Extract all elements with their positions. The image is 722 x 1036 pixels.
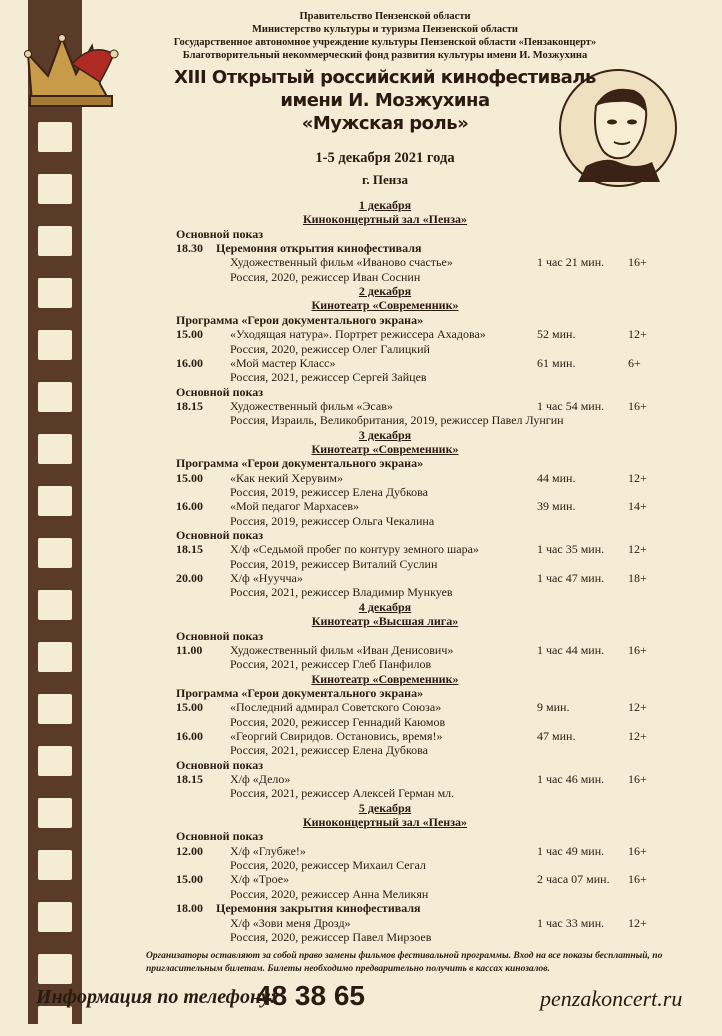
program-heading: Основной показ xyxy=(176,829,264,844)
film-duration: 39 мин. xyxy=(537,499,576,514)
day-heading: 1 декабря xyxy=(358,198,412,212)
film-credit: Россия, 2021, режиссер Владимир Мункуев xyxy=(230,585,453,600)
organizer-line-1: Правительство Пензенской области xyxy=(299,11,471,22)
day-heading: 3 декабря xyxy=(358,427,412,442)
program-heading: Основной показ xyxy=(176,384,264,399)
film-title: «Как некий Херувим» xyxy=(230,470,343,485)
film-title: Х/ф «Глубже!» xyxy=(230,843,306,858)
phone-label: Информация по телефону: xyxy=(36,986,277,1008)
film-credit: Россия, 2021, режиссер Сергей Зайцев xyxy=(230,370,427,385)
day-heading: Кинотеатр «Высшая лига» xyxy=(311,614,459,629)
show-time: 16.00 xyxy=(176,355,203,370)
film-duration: 1 час 35 мин. xyxy=(537,542,605,557)
festival-title-line-3: «Мужская роль» xyxy=(301,113,469,134)
film-credit: Россия, 2021, режиссер Елена Дубкова xyxy=(230,743,429,758)
show-time: 18.15 xyxy=(176,398,203,413)
age-rating: 16+ xyxy=(628,772,647,786)
show-time: 18.00 xyxy=(176,901,203,916)
ceremony-title: Церемония открытия кинофестиваля xyxy=(216,241,422,256)
film-credit: Россия, 2020, режиссер Олег Галицкий xyxy=(230,341,430,356)
organizer-note: Организаторы оставляют за собой право замены фильмов фестивальной программы. Вход на все показы бесплатный, по пригласительным билетам. Билеты необходимо предварительно получить в кассах кинозалов. xyxy=(146,951,663,974)
film-duration: 1 час 21 мин. xyxy=(537,255,605,270)
website-link[interactable]: penzakoncert.ru xyxy=(540,986,683,1011)
film-duration: 1 час 33 мин. xyxy=(537,915,605,930)
film-title: Х/ф «Дело» xyxy=(230,772,291,786)
film-credit: Россия, 2020, режиссер Павел Мирзоев xyxy=(230,929,432,944)
festival-city: г. Пенза xyxy=(361,172,409,187)
film-credit: Россия, 2021, режиссер Глеб Панфилов xyxy=(230,657,432,672)
film-duration: 1 час 47 мин. xyxy=(537,571,605,586)
program-heading: Основной показ xyxy=(176,757,264,772)
film-credit: Россия, 2020, режиссер Михаил Сегал xyxy=(230,858,426,873)
show-time: 15.00 xyxy=(176,700,203,715)
film-title: «Последний адмирал Советского Союза» xyxy=(230,700,442,715)
age-rating: 16+ xyxy=(628,398,647,413)
age-rating: 6+ xyxy=(628,355,641,370)
show-time: 16.00 xyxy=(176,499,203,514)
film-credit: Россия, 2019, режиссер Ольга Чекалина xyxy=(230,513,435,528)
organizer-line-3: Государственное автономное учреждение культуры Пензенской области «Пензаконцерт» xyxy=(173,37,597,48)
show-time: 15.00 xyxy=(176,470,203,485)
show-time: 16.00 xyxy=(176,728,203,743)
film-duration: 1 час 44 мин. xyxy=(537,642,605,657)
ceremony-title: Церемония закрытия кинофестиваля xyxy=(216,901,421,916)
program-heading: Основной показ xyxy=(176,226,264,241)
day-heading: 5 декабря xyxy=(358,800,412,815)
organizer-line-4: Благотворительный некоммерческий фонд развития культуры имени И. Мозжухина xyxy=(182,50,588,61)
film-credit: Россия, 2020, режиссер Анна Меликян xyxy=(230,886,429,901)
show-time: 12.00 xyxy=(176,843,203,858)
film-duration: 61 мин. xyxy=(537,355,576,370)
film-title: Х/ф «Трое» xyxy=(230,872,290,887)
film-title: Х/ф «Зови меня Дрозд» xyxy=(230,915,351,930)
film-title: «Уходящая натура». Портрет режиссера Ахадова» xyxy=(230,327,486,342)
age-rating: 16+ xyxy=(628,843,647,858)
film-duration: 1 час 49 мин. xyxy=(537,843,605,858)
age-rating: 18+ xyxy=(628,571,647,586)
film-credit: Россия, 2019, режиссер Виталий Суслин xyxy=(230,556,438,571)
film-credit: Россия, 2019, режиссер Елена Дубкова xyxy=(230,485,429,499)
age-rating: 12+ xyxy=(628,327,647,342)
film-title: Художественный фильм «Иван Денисович» xyxy=(230,642,454,657)
show-time: 18.15 xyxy=(176,542,203,557)
film-duration: 47 мин. xyxy=(537,728,576,743)
film-title: «Мой педагог Мархасев» xyxy=(230,499,359,514)
festival-title-line-1: XIII Открытый российский кинофестиваль xyxy=(174,67,596,88)
age-rating: 12+ xyxy=(628,470,647,485)
day-heading: 4 декабря xyxy=(358,599,412,614)
day-heading: Кинотеатр «Современник» xyxy=(311,441,459,456)
show-time: 20.00 xyxy=(176,571,203,586)
phone-number[interactable]: 48 38 65 xyxy=(256,980,365,1011)
film-credit: Россия, Израиль, Великобритания, 2019, режиссер Павел Лунгин xyxy=(230,413,564,428)
show-time: 18.30 xyxy=(176,241,203,256)
day-heading: Киноконцертный зал «Пенза» xyxy=(302,212,468,227)
program-heading: Основной показ xyxy=(176,528,264,543)
show-time: 11.00 xyxy=(176,642,203,657)
film-title: Художественный фильм «Иваново счастье» xyxy=(230,255,453,270)
film-duration: 9 мин. xyxy=(537,700,570,715)
festival-title-line-2: имени И. Мозжухина xyxy=(280,90,490,111)
age-rating: 12+ xyxy=(628,915,647,930)
age-rating: 16+ xyxy=(628,255,647,270)
film-duration: 2 часа 07 мин. xyxy=(537,872,610,887)
film-title: «Георгий Свиридов. Остановись, время!» xyxy=(230,728,443,743)
festival-dates: 1-5 декабря 2021 года xyxy=(315,150,455,166)
age-rating: 12+ xyxy=(628,728,647,743)
program-heading: Программа «Герои документального экрана» xyxy=(176,312,424,327)
program-heading: Программа «Герои документального экрана» xyxy=(176,456,424,471)
film-title: Х/ф «Нуучча» xyxy=(230,571,303,586)
age-rating: 16+ xyxy=(628,642,647,657)
program-heading: Основной показ xyxy=(176,628,264,643)
film-title: «Мой мастер Класс» xyxy=(230,355,336,370)
age-rating: 14+ xyxy=(628,499,647,514)
age-rating: 12+ xyxy=(628,700,647,715)
film-title: Художественный фильм «Эсав» xyxy=(230,398,393,413)
film-credit: Россия, 2021, режиссер Алексей Герман мл. xyxy=(230,786,455,801)
film-title: Х/ф «Седьмой пробег по контуру земного шара» xyxy=(230,542,479,557)
age-rating: 12+ xyxy=(628,542,647,557)
day-heading: Киноконцертный зал «Пенза» xyxy=(302,815,468,830)
film-duration: 1 час 54 мин. xyxy=(537,398,605,413)
show-time: 18.15 xyxy=(176,772,203,786)
organizer-line-2: Министерство культуры и туризма Пензенской области xyxy=(252,24,518,35)
show-time: 15.00 xyxy=(176,327,203,342)
day-heading: Кинотеатр «Современник» xyxy=(311,298,459,313)
age-rating: 16+ xyxy=(628,872,647,887)
film-duration: 1 час 46 мин. xyxy=(537,772,605,786)
film-credit: Россия, 2020, режиссер Иван Соснин xyxy=(230,269,421,284)
day-heading: Кинотеатр «Современник» xyxy=(311,671,459,686)
film-duration: 44 мин. xyxy=(537,470,576,485)
film-credit: Россия, 2020, режиссер Геннадий Каюмов xyxy=(230,714,446,729)
show-time: 15.00 xyxy=(176,872,203,887)
film-duration: 52 мин. xyxy=(537,327,576,342)
day-heading: 2 декабря xyxy=(358,284,412,299)
program-heading: Программа «Герои документального экрана» xyxy=(176,685,424,700)
